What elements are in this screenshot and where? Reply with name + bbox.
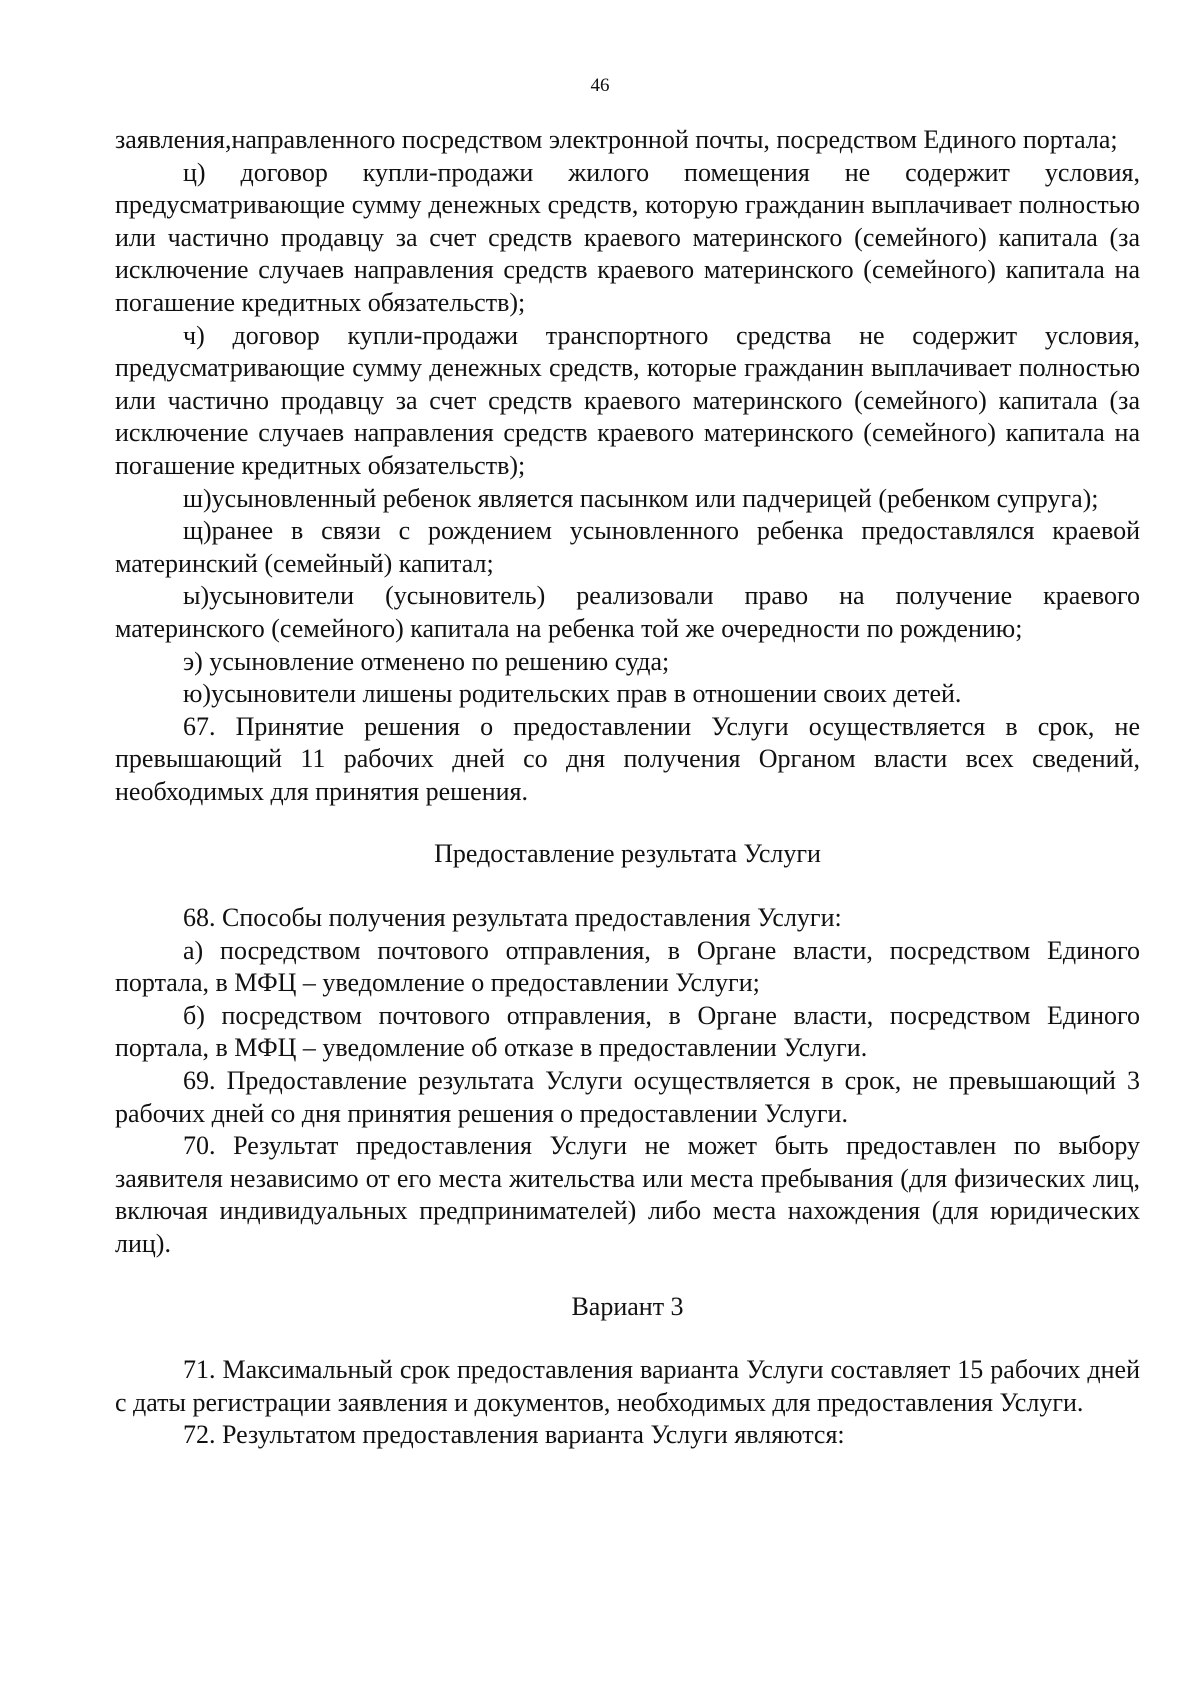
document-body <box>115 124 1140 1452</box>
page-number: 46 <box>590 75 610 96</box>
paragraph: щ)ранее в связи с рождением усыновленного ребенка предоставлялся краевой материнский (семейный) капитал; <box>115 516 1140 578</box>
paragraph: 72. Результатом предоставления варианта Услуги являются: <box>183 1420 845 1450</box>
paragraph: ы)усыновители (усыновитель) реализовали право на получение краевого материнского (семейного) капитала на ребенка той же очередности по рождению; <box>115 581 1140 643</box>
paragraph: ц) договор купли-продажи жилого помещения не содержит условия, предусматривающие сумму денежных средств, которую гражданин выплачивает полностью или частично продавцу за счет средств краевого материнского (семейного) капитала (за исключение случаев направления средств краевого материнского (семейного) капитала на погашение кредитных обязательств); <box>115 157 1140 317</box>
paragraph: 71. Максимальный срок предоставления варианта Услуги составляет 15 рабочих дней с даты регистрации заявления и документов, необходимых для предоставления Услуги. <box>115 1355 1140 1417</box>
paragraph: 70. Результат предоставления Услуги не может быть предоставлен по выбору заявителя независимо от его места жительства или места пребывания (для физических лиц, включая индивидуальных предпринимателей) либо места нахождения (для юридических лиц). <box>115 1131 1140 1258</box>
paragraph: ш)усыновленный ребенок является пасынком или падчерицей (ребенком супруга); <box>183 483 1099 513</box>
paragraph: а) посредством почтового отправления, в Органе власти, посредством Единого портала, в МФЦ – уведомление о предоставлении Услуги; <box>115 935 1140 998</box>
paragraph: ю)усыновители лишены родительских прав в отношении своих детей. <box>183 679 962 709</box>
paragraph: 67. Принятие решения о предоставлении Услуги осуществляется в срок, не превышающий 11 рабочих дней со дня получения Органом власти всех сведений, необходимых для принятия решения. <box>115 711 1140 806</box>
section-heading: Вариант 3 <box>571 1291 684 1321</box>
paragraph: заявления,направленного посредством электронной почты, посредством Единого портала; <box>115 125 1118 154</box>
paragraph: б) посредством почтового отправления, в Органе власти, посредством Единого портала, в МФЦ – уведомление об отказе в предоставлении Услуги. <box>115 1000 1140 1063</box>
paragraph: ч) договор купли-продажи транспортного средства не содержит условия, предусматривающие сумму денежных средств, которые гражданин выплачивает полностью или частично продавцу за счет средств краевого материнского (семейного) капитала (за исключение случаев направления средств краевого материнского (семейного) капитала на погашение кредитных обязательств); <box>115 320 1140 480</box>
section-heading: Предоставление результата Услуги <box>434 839 821 869</box>
paragraph: э) усыновление отменено по решению суда; <box>183 646 670 676</box>
paragraph: 68. Способы получения результата предоставления Услуги: <box>183 903 842 933</box>
paragraph: 69. Предоставление результата Услуги осуществляется в срок, не превышающий 3 рабочих дней со дня принятия решения о предоставлении Услуги. <box>115 1066 1140 1128</box>
